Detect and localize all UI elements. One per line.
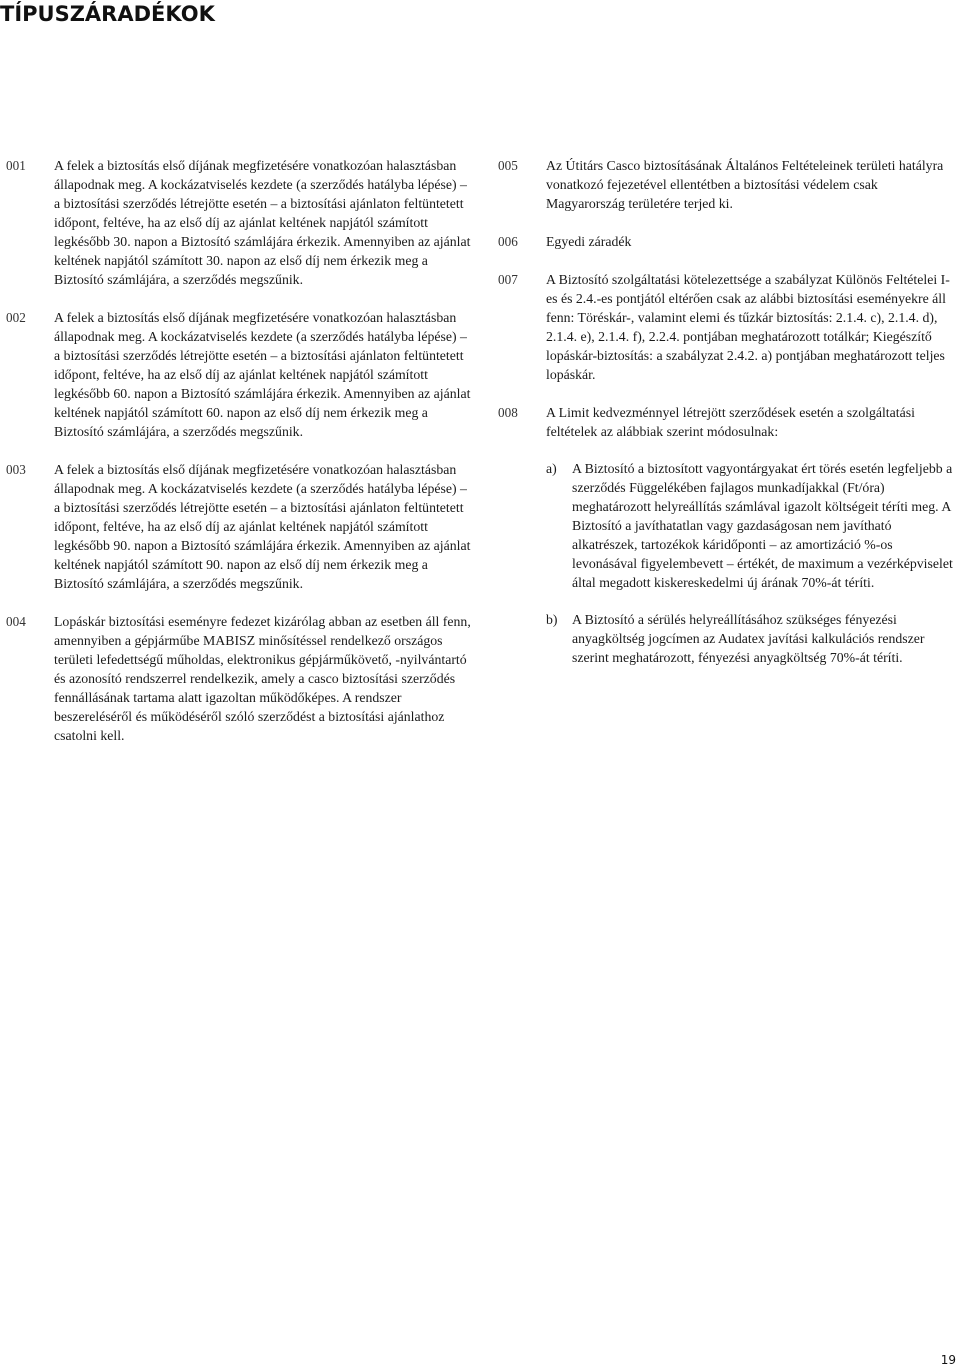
clause-number: 002 xyxy=(6,310,26,325)
list-item-label: a) xyxy=(546,461,557,476)
clause-007 xyxy=(498,270,960,384)
clause-number: 006 xyxy=(498,234,518,249)
right-column xyxy=(498,156,960,704)
page-title: TÍPUSZÁRADÉKOK xyxy=(0,2,215,26)
clause-text: A Limit kedvezménnyel létrejött szerződések esetén a szolgáltatási feltételek az alábbiak szerint módosulnak: xyxy=(546,405,915,439)
clause-text: A felek a biztosítás első díjának megfizetésére vonatkozóan halasztásban állapodnak meg. A kockázatviselés kezdete (a szerződés hatályba lépése) – a biztosítási szerződés létrejötte esetén – a biztosítási ajánlaton feltüntetett időpont, feltéve, ha az első díj az ajánlat keltének napjától számított legkésőbb 60. napon a Biztosító számlájára érkezik. Amennyiben az ajánlat keltének napjától számított 60. napon az első díj nem érkezik meg a Biztosító számlájára, a szerződés megszűnik. xyxy=(54,310,471,439)
clause-003 xyxy=(6,460,474,593)
clause-004 xyxy=(6,612,474,745)
clause-body xyxy=(546,403,960,685)
list-item-b xyxy=(546,610,960,667)
clause-text: A felek a biztosítás első díjának megfizetésére vonatkozóan halasztásban állapodnak meg. A kockázatviselés kezdete (a szerződés hatályba lépése) – a biztosítási szerződés létrejötte esetén – a biztosítási ajánlaton feltüntetett időpont, feltéve, ha az első díj az ajánlat keltének napjától számított legkésőbb 90. napon a Biztosító számlájára érkezik. Amennyiben az ajánlat keltének napjától számított 90. napon az első díj nem érkezik meg a Biztosító számlájára, a szerződés megszűnik. xyxy=(54,462,471,591)
clause-text: A Biztosító szolgáltatási kötelezettsége a szabályzat Különös Feltételei I-es és 2.4.-es pontjától eltérően csak az alábbi biztosítási eseményekre áll fenn: Töréskár-, valamint elemi és tűzkár biztosítás: 2.1.4. c), 2.1.4. d), 2.1.4. e), 2.1.4. f), 2.2.4. pontjában meghatározott totálkár; Kiegészítő lopáskár-biztosítás: a szabályzat 2.4.2. a) pontjában meghatározott teljes lopáskár. xyxy=(546,272,950,382)
clause-number: 001 xyxy=(6,158,26,173)
clause-text: Lopáskár biztosítási eseményre fedezet kizárólag abban az esetben áll fenn, amennyiben a gépjárműbe MABISZ minősítéssel rendelkező országos területi lefedettségű műholdas, elektronikus gépjárműkövető, -nyilvántartó és azonosító rendszerrel rendelkezik, amely a casco biztosítási szerződés fennállásának tartama alatt igazoltan működőképes. A rendszer beszereléséről és működéséről szóló szerződést a biztosítási ajánlathoz csatolni kell. xyxy=(54,614,471,743)
list-item-text: A Biztosító a sérülés helyreállításához szükséges fényezési anyagköltség jogcímen az Audatex javítási kalkulációs rendszer szerint meghatározott, fényezési anyagköltség 70%-át téríti. xyxy=(572,612,925,665)
clause-number: 005 xyxy=(498,158,518,173)
page-number: 19 xyxy=(940,1353,956,1367)
clause-text: A felek a biztosítás első díjának megfizetésére vonatkozóan halasztásban állapodnak meg. A kockázatviselés kezdete (a szerződés hatályba lépése) – a biztosítási szerződés létrejötte esetén – a biztosítási ajánlaton feltüntetett időpont, feltéve, ha az első díj az ajánlat keltének napjától számított legkésőbb 30. napon a Biztosító számlájára érkezik. Amennyiben az ajánlat keltének napjától számított 30. napon az első díj nem érkezik meg a Biztosító számlájára, a szerződés megszűnik. xyxy=(54,158,471,287)
clause-008 xyxy=(498,403,960,685)
clause-001 xyxy=(6,156,474,289)
clause-number: 007 xyxy=(498,272,518,287)
clause-number: 003 xyxy=(6,462,26,477)
sub-list xyxy=(546,459,960,667)
left-column xyxy=(6,156,474,764)
clause-text: Egyedi záradék xyxy=(546,234,632,249)
list-item-label: b) xyxy=(546,612,558,627)
list-item-text: A Biztosító a biztosított vagyontárgyakat ért törés esetén legfeljebb a szerződés Függelékében fajlagos munkadíjakkal (Ft/óra) meghatározott helyreállítás számlával igazolt költségeit téríti meg. A Biztosító a javíthatatlan vagy gazdaságosan nem javítható alkatrészek, tartozékok káridőponti – az amortizáció %-os levonásával figyelembevett – értékét, de maximum a vezérképviselet által megadott kiskereskedelmi új árának 70%-át téríti. xyxy=(572,461,953,590)
clause-text: Az Útitárs Casco biztosításának Általános Feltételeinek területi hatályra vonatkozó fejezetével ellentétben a biztosítási védelem csak Magyarország területére terjed ki. xyxy=(546,158,944,211)
clause-005 xyxy=(498,156,960,213)
clause-number: 004 xyxy=(6,614,26,629)
clause-002 xyxy=(6,308,474,441)
clause-number: 008 xyxy=(498,405,518,420)
clause-006 xyxy=(498,232,960,251)
list-item-a xyxy=(546,459,960,592)
